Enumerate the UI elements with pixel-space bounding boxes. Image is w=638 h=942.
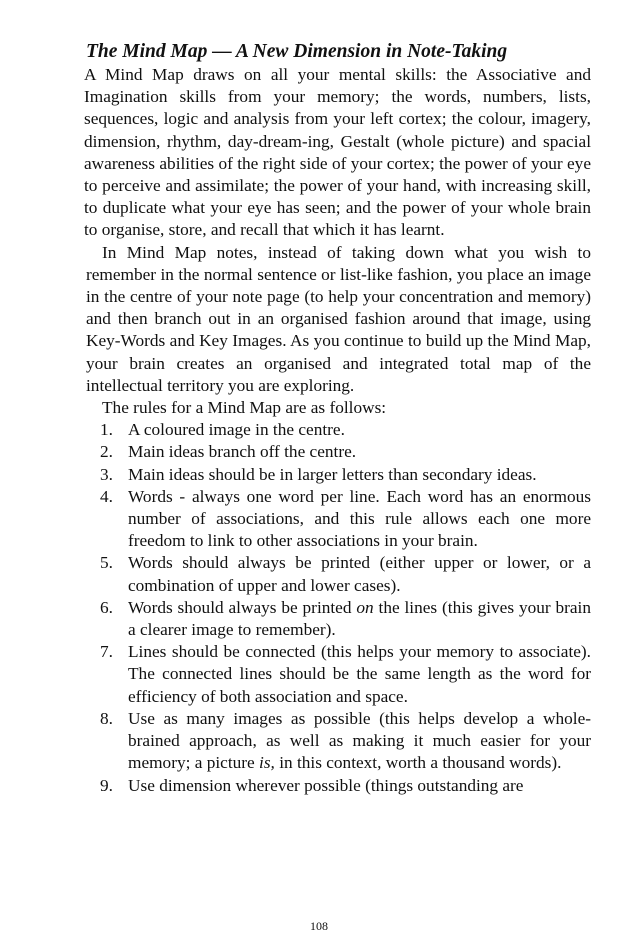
rule-number: 4. bbox=[100, 486, 113, 506]
rule-item bbox=[86, 708, 591, 775]
page-number: 108 bbox=[310, 919, 328, 933]
section-title: The Mind Map — A New Dimension in Note-Taking bbox=[86, 41, 508, 62]
rule-number: 9. bbox=[100, 775, 113, 795]
rule-number: 8. bbox=[100, 708, 113, 728]
rule-number: 6. bbox=[100, 597, 113, 617]
rule-emphasis: on bbox=[356, 597, 374, 617]
rule-text: Use dimension wherever possible (things outstanding are bbox=[128, 775, 524, 795]
rule-text-end: in this context, worth a thousand words). bbox=[274, 753, 562, 773]
rule-text: Main ideas branch off the centre. bbox=[128, 442, 357, 462]
rule-text-start: Words should always be printed bbox=[128, 597, 357, 617]
rule-text: Main ideas should be in larger letters than secondary ideas. bbox=[128, 464, 537, 484]
rules-list bbox=[86, 419, 591, 796]
rule-text: A coloured image in the centre. bbox=[128, 420, 345, 440]
rule-item bbox=[86, 552, 591, 596]
rule-item bbox=[86, 441, 591, 463]
rule-text: Words - always one word per line. Each word has an enormous number of associations, and this rule allows each one more freedom to link to other associations in your brain. bbox=[128, 486, 591, 551]
rule-text: Words should always be printed (either upper or lower, or a combination of upper and lower cases). bbox=[128, 553, 591, 595]
page-content bbox=[86, 40, 591, 797]
rule-emphasis: is, bbox=[259, 753, 275, 773]
rule-item bbox=[86, 419, 591, 441]
rule-text: Lines should be connected (this helps your memory to associate). The connected lines should be the same length as the word for efficiency of both association and space. bbox=[128, 642, 591, 706]
rule-text-end: the lines (this gives your brain a clearer image to remember). bbox=[128, 597, 591, 640]
rule-number: 7. bbox=[100, 642, 113, 662]
paragraph-rules-intro: The rules for a Mind Map are as follows: bbox=[102, 398, 387, 418]
rule-item bbox=[86, 486, 591, 553]
paragraph-intro: A Mind Map draws on all your mental skills: the Associative and Imagination skills from your memory; the words, numbers, lists, sequences, logic and analysis from your left cortex; the colour, imagery, dimension, rhythm, day-dream-ing, Gestalt (whole picture) and spacial awareness abilities of the right side of your cortex; the power of your eye to perceive and assimilate; the power of your hand, with increasing skill, to duplicate what your eye has seen; and the power of your whole brain to organise, store, and recall that which it has learnt. bbox=[84, 65, 591, 240]
rule-item bbox=[86, 464, 591, 486]
rule-item bbox=[86, 641, 591, 708]
rule-number: 2. bbox=[100, 442, 113, 462]
rule-item bbox=[86, 597, 591, 641]
rule-number: 1. bbox=[100, 420, 113, 440]
rule-text-start: Use as many images as possible (this helps develop a whole-brained approach, as well as making it much easier for your memory; a picture bbox=[128, 708, 591, 773]
rule-number: 5. bbox=[100, 553, 113, 573]
rule-item bbox=[86, 775, 591, 797]
rule-number: 3. bbox=[100, 464, 113, 484]
paragraph-note-method: In Mind Map notes, instead of taking down what you wish to remember in the normal sentence or list-like fashion, you place an image in the centre of your note page (to help your concentration and memory) and then branch out in an organised fashion around that image, using Key-Words and Key Images. As you continue to build up the Mind Map, your brain creates an organised and integrated total map of the intellectual territory you are exploring. bbox=[86, 242, 591, 395]
